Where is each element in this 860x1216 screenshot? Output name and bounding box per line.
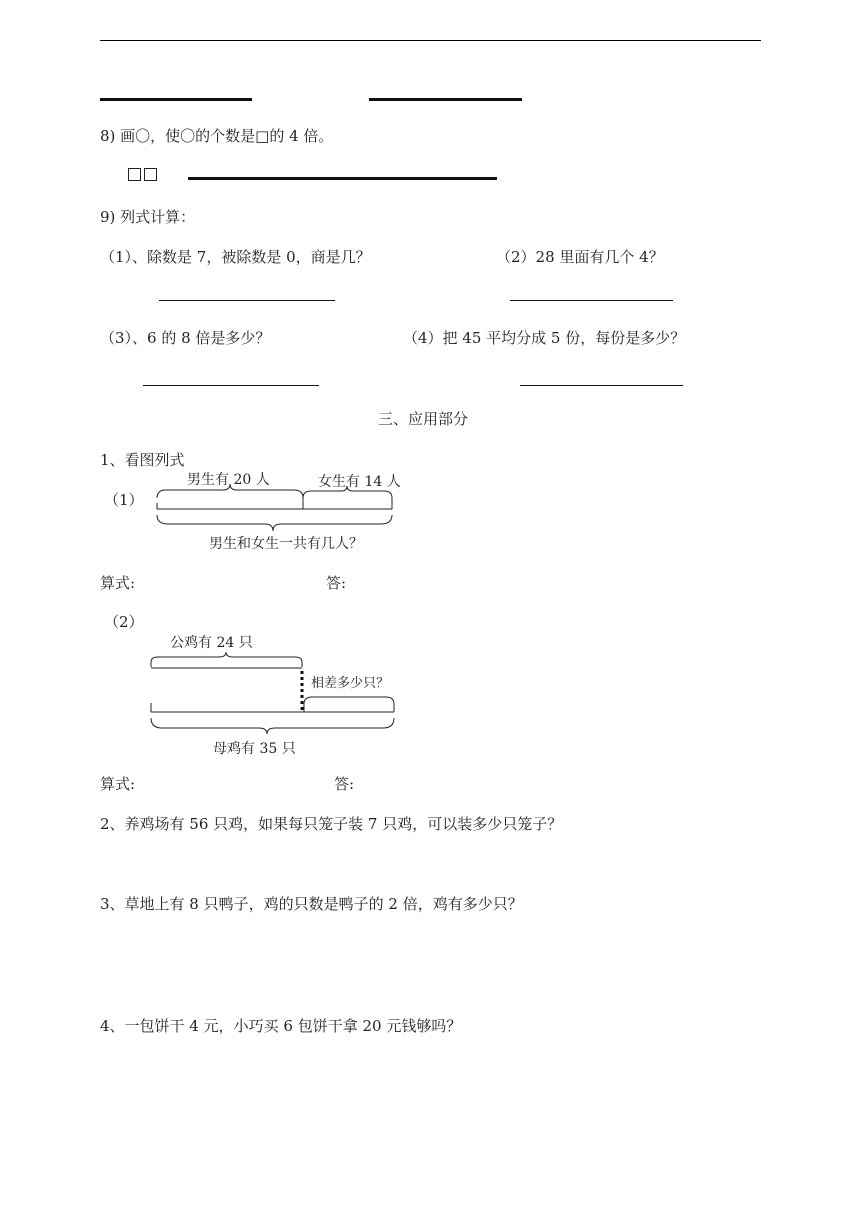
- answer-line[interactable]: [520, 385, 683, 386]
- answer-line[interactable]: [159, 300, 335, 301]
- formula-label: 算式:: [100, 775, 136, 793]
- question-9-label: 9) 列式计算：: [100, 208, 196, 226]
- question-9-item-3: （3）、6 的 8 倍是多少？: [100, 329, 271, 347]
- square-icon: [128, 168, 141, 181]
- boys-label: 男生有 20 人: [187, 472, 270, 488]
- girls-label: 女生有 14 人: [318, 474, 401, 490]
- hen-label: 母鸡有 35 只: [213, 741, 296, 757]
- difference-brace: [304, 697, 394, 712]
- question-9-item-2: （2）28 里面有几个 4？: [496, 248, 664, 266]
- total-question: 男生和女生一共有几人？: [209, 536, 363, 552]
- app-2-question: 2、养鸡场有 56 只鸡，如果每只笼子装 7 只鸡，可以装多少只笼子？: [100, 815, 563, 833]
- answer-line[interactable]: [143, 385, 319, 386]
- circle-drawing-blank[interactable]: [188, 177, 497, 180]
- question-9-item-4: （4）把 45 平均分成 5 份，每份是多少？: [403, 329, 686, 347]
- app-4-question: 4、一包饼干 4 元，小巧买 6 包饼干拿 20 元钱够吗？: [100, 1017, 462, 1035]
- difference-question: 相差多少只？: [311, 676, 390, 691]
- rooster-label: 公鸡有 24 只: [170, 635, 253, 651]
- formula-label: 算式:: [100, 574, 136, 592]
- app-1-label: 1、看图列式: [100, 451, 185, 469]
- diagram-2-index: （2）: [104, 613, 144, 631]
- hen-brace: [151, 718, 394, 734]
- question-9-item-1: （1）、除数是 7，被除数是 0，商是几？: [100, 248, 371, 266]
- rooster-brace: [151, 652, 302, 667]
- square-icon: [144, 168, 157, 181]
- square-boxes: [128, 166, 160, 184]
- app-3-question: 3、草地上有 8 只鸭子，鸡的只数是鸭子的 2 倍，鸡有多少只？: [100, 895, 523, 913]
- total-brace: [157, 515, 392, 531]
- answer-label: 答:: [326, 574, 347, 592]
- section-title: 三、应用部分: [378, 410, 469, 428]
- answer-line[interactable]: [510, 300, 673, 301]
- answer-blank[interactable]: [100, 98, 252, 101]
- answer-blank[interactable]: [369, 98, 522, 101]
- header-rule: [100, 40, 761, 41]
- question-8-label: 8) 画〇，使〇的个数是□的 4 倍。: [100, 127, 334, 145]
- diagram-1-index: （1）: [104, 491, 144, 509]
- answer-label: 答:: [334, 775, 355, 793]
